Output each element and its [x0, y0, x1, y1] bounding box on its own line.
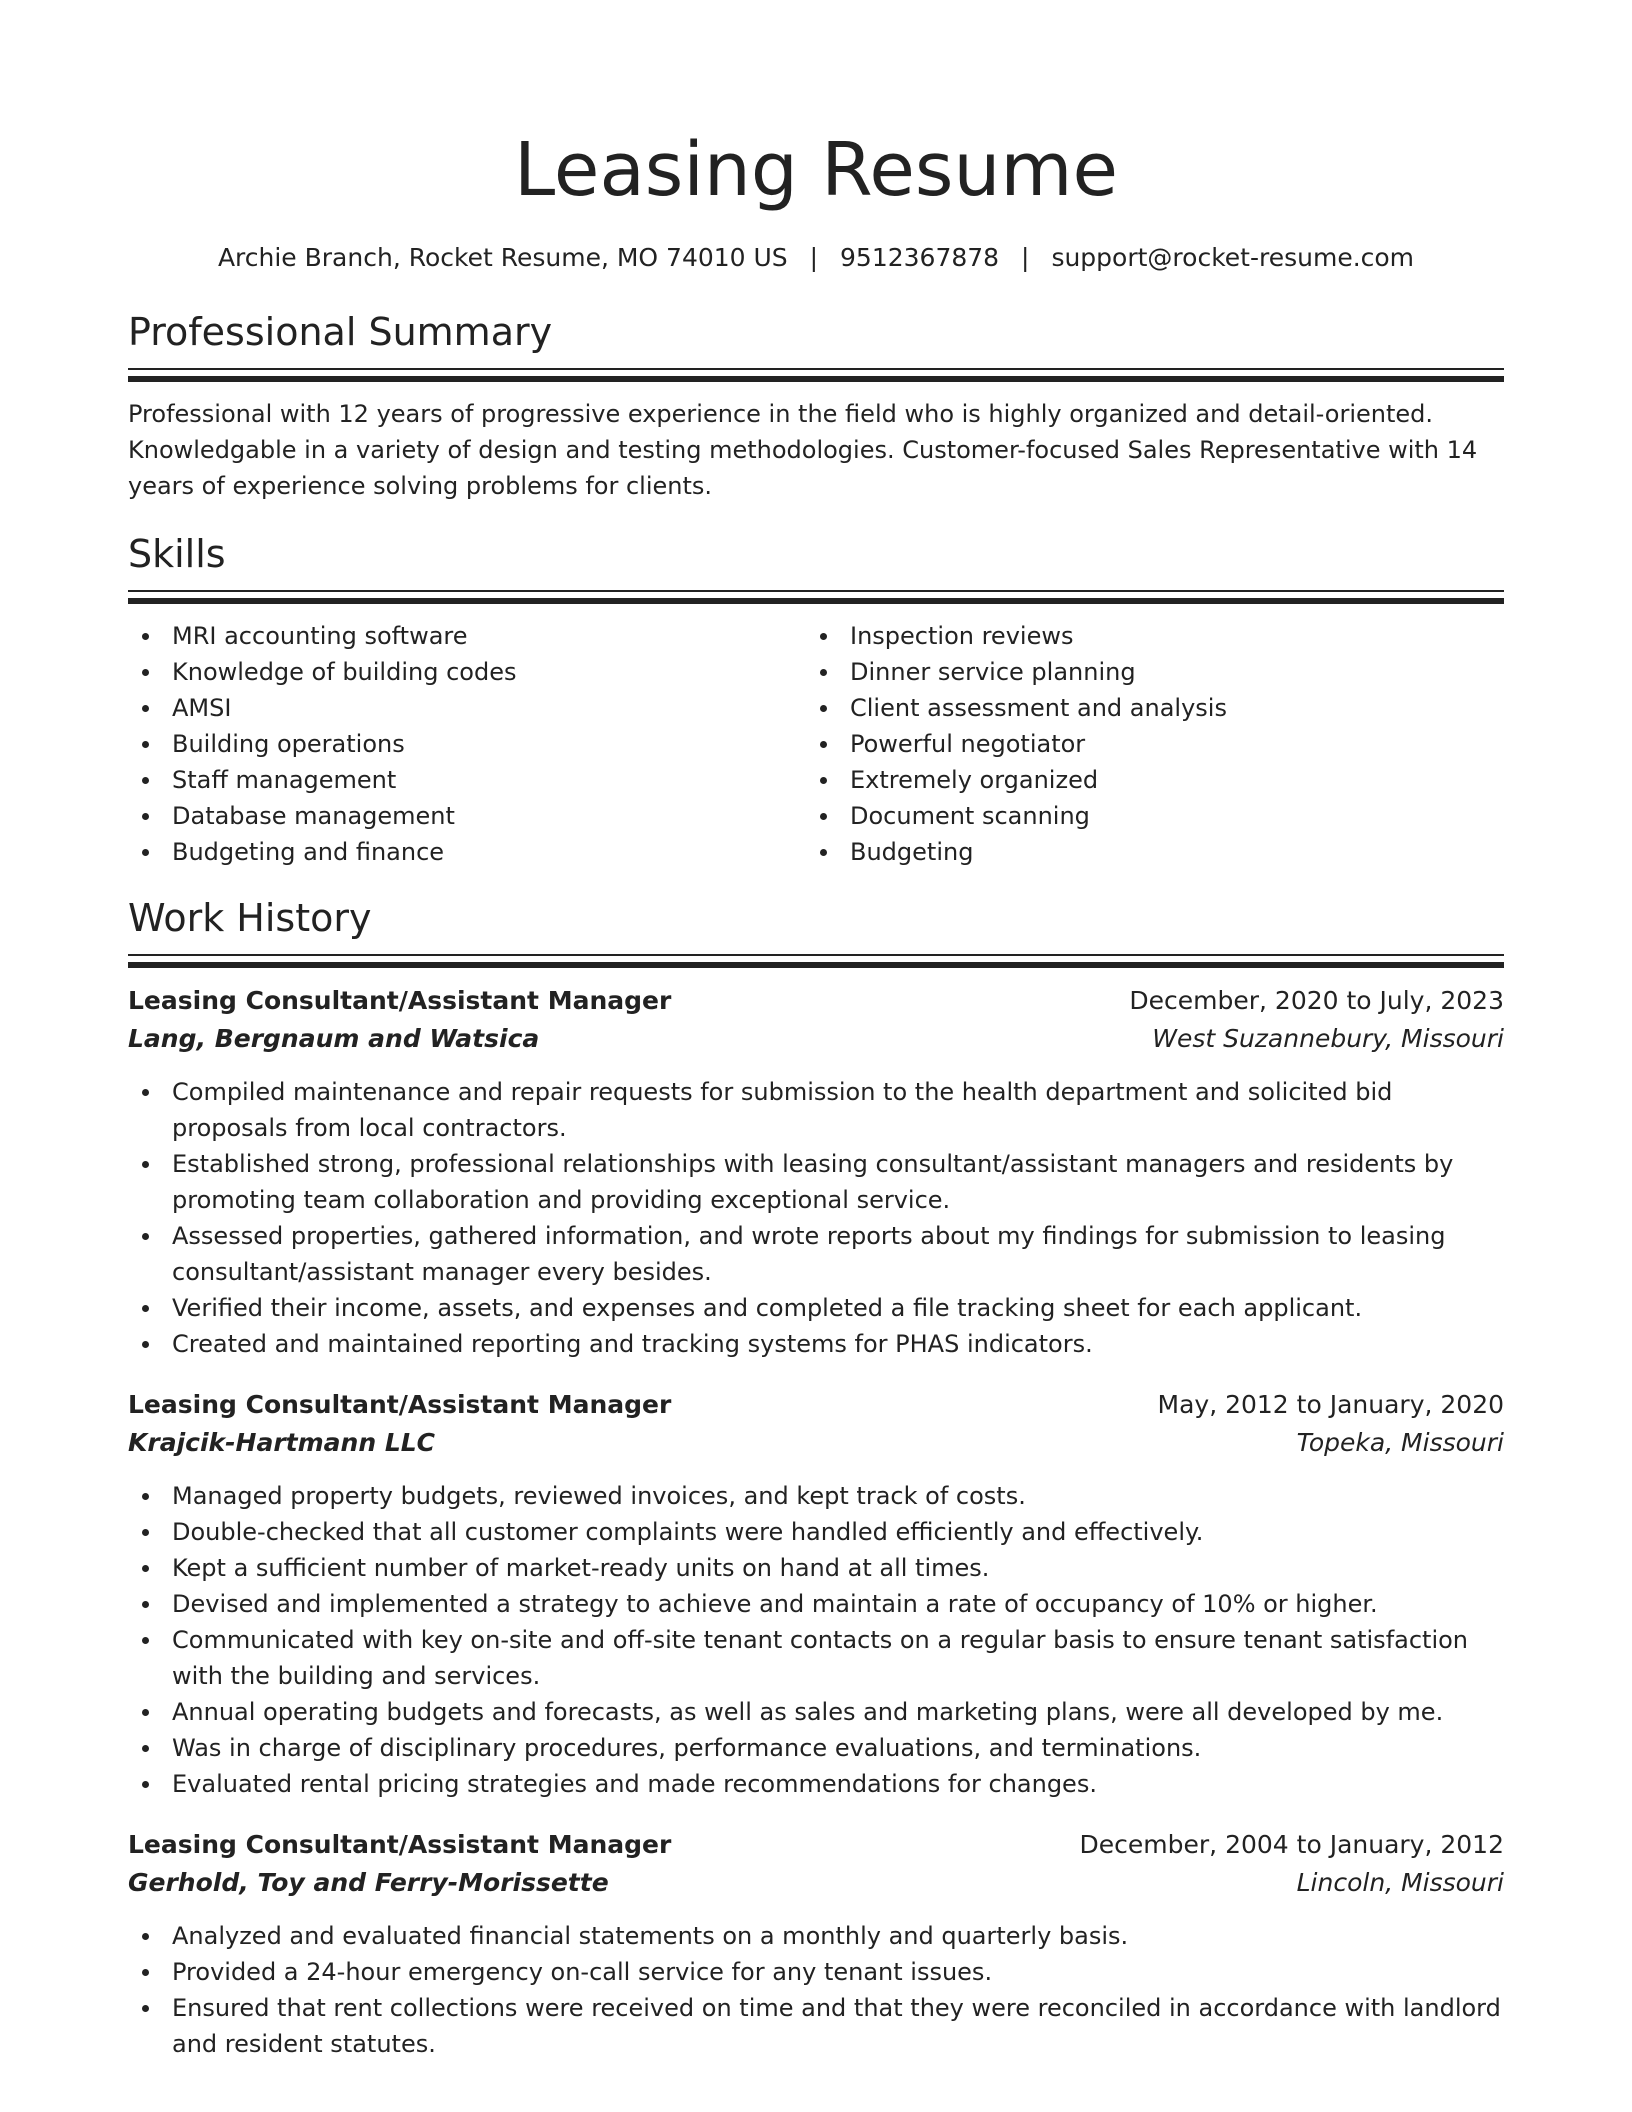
- work-history-section: [128, 892, 1504, 2062]
- skill-item: Dinner service planning: [806, 654, 1484, 690]
- job-bullet: Communicated with key on-site and off-site tenant contacts on a regular basis to ensure tenant satisfaction with the building and services.: [128, 1622, 1504, 1694]
- skill-item: Client assessment and analysis: [806, 690, 1484, 726]
- section-divider-thick: [128, 962, 1504, 968]
- job-bullet: Established strong, professional relationships with leasing consultant/assistant managers and residents by promoting team collaboration and providing exceptional service.: [128, 1146, 1504, 1218]
- job-company: Lang, Bergnaum and Watsica: [128, 1024, 540, 1053]
- job-bullets: [128, 1074, 1504, 1362]
- contact-separator: |: [809, 243, 819, 272]
- skills-list-left: [128, 618, 806, 870]
- job-company: Gerhold, Toy and Ferry-Morissette: [128, 1868, 609, 1897]
- job-header-row: [128, 1826, 1504, 1864]
- job-subheader-row: [128, 1864, 1504, 1902]
- section-heading-skills: Skills: [128, 532, 226, 576]
- job-header-row: [128, 1386, 1504, 1424]
- section-heading-work-history: Work History: [128, 896, 372, 940]
- skill-item: Building operations: [128, 726, 806, 762]
- skill-item: Extremely organized: [806, 762, 1484, 798]
- job-bullets: [128, 1478, 1504, 1802]
- job-subheader-row: [128, 1424, 1504, 1462]
- contact-email: support@rocket-resume.com: [1051, 243, 1415, 272]
- skill-item: Inspection reviews: [806, 618, 1484, 654]
- skill-item: Staff management: [128, 762, 806, 798]
- job-bullet: Verified their income, assets, and expenses and completed a file tracking sheet for each applicant.: [128, 1290, 1504, 1326]
- section-divider-thick: [128, 598, 1504, 604]
- job-bullet: Analyzed and evaluated financial statements on a monthly and quarterly basis.: [128, 1918, 1504, 1954]
- job-location: Lincoln, Missouri: [1296, 1868, 1504, 1897]
- job-dates: December, 2004 to January, 2012: [1079, 1830, 1504, 1859]
- job-entry: [128, 982, 1504, 1362]
- contact-separator: |: [1021, 243, 1030, 272]
- job-company: Krajcik-Hartmann LLC: [128, 1428, 436, 1457]
- job-entry: [128, 1826, 1504, 2062]
- skill-item: MRI accounting software: [128, 618, 806, 654]
- job-location: Topeka, Missouri: [1296, 1428, 1504, 1457]
- skill-item: Powerful negotiator: [806, 726, 1484, 762]
- job-entry: [128, 1386, 1504, 1802]
- job-title: Leasing Consultant/Assistant Manager: [128, 986, 672, 1015]
- contact-address: Archie Branch, Rocket Resume, MO 74010 US: [217, 243, 788, 272]
- job-bullet: Annual operating budgets and forecasts, as well as sales and marketing plans, were all developed by me.: [128, 1694, 1504, 1730]
- job-title: Leasing Consultant/Assistant Manager: [128, 1830, 672, 1859]
- skills-section: [128, 528, 1504, 870]
- summary-section: [128, 306, 1504, 504]
- skill-item: Database management: [128, 798, 806, 834]
- resume-title: Leasing Resume: [514, 127, 1118, 213]
- job-dates: May, 2012 to January, 2020: [1157, 1390, 1504, 1419]
- job-bullet: Ensured that rent collections were received on time and that they were reconciled in accordance with landlord and resident statutes.: [128, 1990, 1504, 2062]
- job-bullet: Double-checked that all customer complaints were handled efficiently and effectively.: [128, 1514, 1504, 1550]
- job-bullet: Assessed properties, gathered information, and wrote reports about my findings for submission to leasing consultant/assistant manager every besides.: [128, 1218, 1504, 1290]
- job-bullet: Compiled maintenance and repair requests for submission to the health department and solicited bid proposals from local contractors.: [128, 1074, 1504, 1146]
- contact-phone: 9512367878: [840, 243, 1000, 272]
- skill-item: Knowledge of building codes: [128, 654, 806, 690]
- skills-columns: [128, 618, 1504, 870]
- job-bullet: Devised and implemented a strategy to achieve and maintain a rate of occupancy of 10% or higher.: [128, 1586, 1504, 1622]
- contact-line: [128, 240, 1504, 276]
- job-bullets: [128, 1918, 1504, 2062]
- job-bullet: Created and maintained reporting and tracking systems for PHAS indicators.: [128, 1326, 1504, 1362]
- job-bullet: Kept a sufficient number of market-ready units on hand at all times.: [128, 1550, 1504, 1586]
- section-divider-thick: [128, 376, 1504, 382]
- section-heading-summary: Professional Summary: [128, 310, 553, 354]
- skill-item: Budgeting: [806, 834, 1484, 870]
- section-divider: [128, 954, 1504, 956]
- job-bullet: Evaluated rental pricing strategies and made recommendations for changes.: [128, 1766, 1504, 1802]
- job-header-row: [128, 982, 1504, 1020]
- job-location: West Suzannebury, Missouri: [1152, 1024, 1504, 1053]
- skill-item: Document scanning: [806, 798, 1484, 834]
- skill-item: Budgeting and finance: [128, 834, 806, 870]
- skills-list-right: [806, 618, 1484, 870]
- job-bullet: Managed property budgets, reviewed invoices, and kept track of costs.: [128, 1478, 1504, 1514]
- section-divider: [128, 590, 1504, 592]
- job-dates: December, 2020 to July, 2023: [1129, 986, 1504, 1015]
- section-divider: [128, 368, 1504, 370]
- summary-text: Professional with 12 years of progressive experience in the field who is highly organized and detail-oriented. Knowledgable in a variety of design and testing methodologies. Customer-focused Sales Representative with 14 years of experience solving problems for clients.: [128, 400, 1478, 500]
- job-bullet: Provided a 24-hour emergency on-call service for any tenant issues.: [128, 1954, 1504, 1990]
- skill-item: AMSI: [128, 690, 806, 726]
- job-bullet: Was in charge of disciplinary procedures, performance evaluations, and terminations.: [128, 1730, 1504, 1766]
- job-title: Leasing Consultant/Assistant Manager: [128, 1390, 672, 1419]
- job-subheader-row: [128, 1020, 1504, 1058]
